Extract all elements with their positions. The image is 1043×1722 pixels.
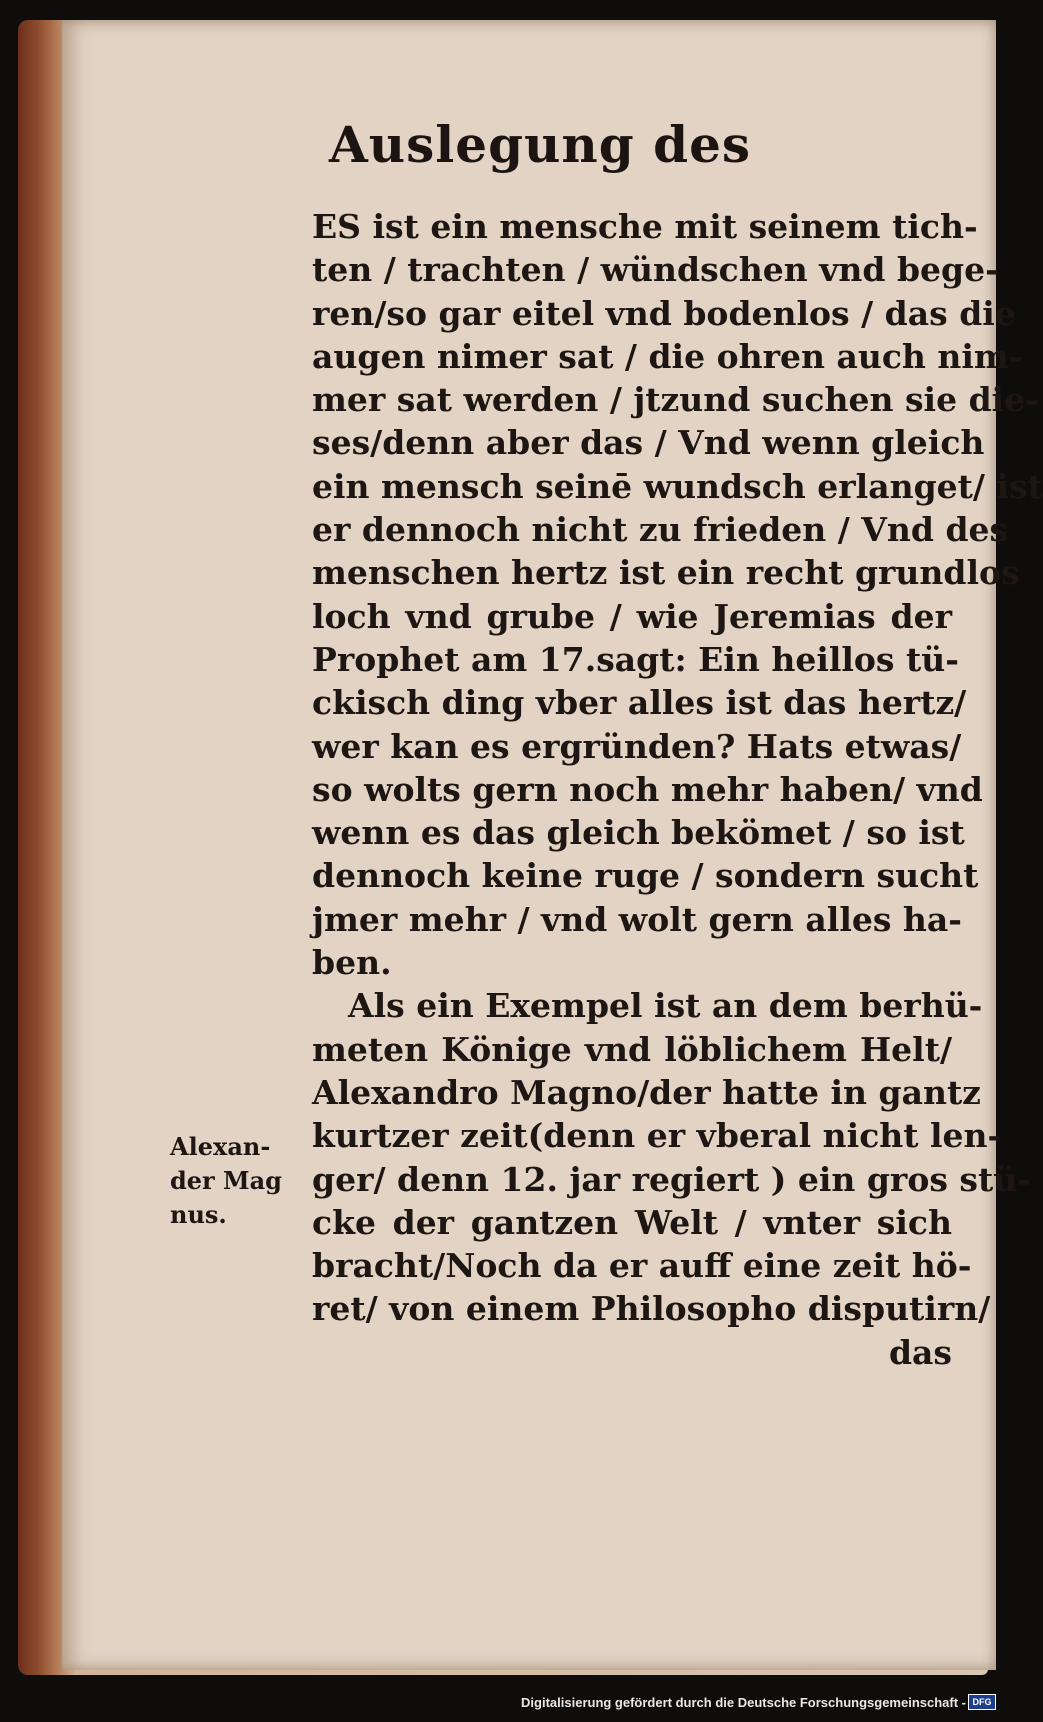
- text-line: bracht/Noch da er auff eine zeit hö-: [312, 1246, 972, 1286]
- text-line: augen nimer sat / die ohren auch nim-: [312, 336, 1023, 376]
- paragraph-start-line: Als ein Exempel ist an dem berhü-: [348, 986, 983, 1026]
- text-line: so wolts gern noch mehr haben/ vnd: [312, 769, 983, 809]
- text-line: menschen hertz ist ein recht grundlos: [312, 553, 1020, 593]
- text-line: ses/denn aber das / Vnd wenn gleich: [312, 423, 985, 463]
- margin-note-line: der Mag: [170, 1166, 282, 1195]
- text-line: ret/ von einem Philosopho disputirn/: [312, 1289, 991, 1329]
- text-line: meten Könige vnd löblichem Helt/: [312, 1029, 952, 1069]
- text-line: cke der gantzen Welt / vnter sich: [312, 1202, 952, 1242]
- footer-bar: [0, 1690, 1000, 1722]
- text-line: ckisch ding vber alles ist das hertz/: [312, 683, 967, 723]
- catchword: das: [888, 1332, 952, 1372]
- margin-note: [170, 1130, 310, 1232]
- dfg-logo-icon: DFG: [968, 1694, 996, 1710]
- margin-note-line: Alexan-: [170, 1132, 271, 1161]
- text-line: wenn es das gleich bekömet / so ist: [312, 813, 965, 853]
- text-line: kurtzer zeit(denn er vberal nicht len-: [312, 1116, 1002, 1156]
- text-line: dennoch keine ruge / sondern sucht: [312, 856, 979, 896]
- funding-credit: Digitalisierung gefördert durch die Deutsche Forschungsgemeinschaft -: [521, 1695, 966, 1710]
- margin-note-line: nus.: [170, 1200, 227, 1229]
- main-text-block: [312, 205, 1043, 1374]
- text-line: ES ist ein mensche mit seinem tich-: [312, 207, 978, 246]
- text-line: jmer mehr / vnd wolt gern alles ha-: [312, 899, 962, 939]
- text-line: loch vnd grube / wie Jeremias der: [312, 596, 952, 636]
- text-line: mer sat werden / jtzund suchen sie die-: [312, 380, 1039, 420]
- text-line: er dennoch nicht zu frieden / Vnd des: [312, 510, 1009, 550]
- text-line: ren/so gar eitel vnd bodenlos / das die: [312, 293, 1016, 333]
- text-line: ten / trachten / wündschen vnd bege-: [312, 250, 999, 290]
- text-line: Alexandro Magno/der hatte in gantz: [312, 1072, 981, 1112]
- text-line: ein mensch seinē wundsch erlanget/ ist: [312, 466, 1043, 506]
- text-line: wer kan es ergründen? Hats etwas/: [312, 726, 962, 766]
- text-line: Prophet am 17.sagt: Ein heillos tü-: [312, 639, 959, 679]
- running-head: Auslegung des: [328, 115, 752, 174]
- text-line: ger/ denn 12. jar regiert ) ein gros stü-: [312, 1159, 1031, 1199]
- text-line: ben.: [312, 943, 392, 983]
